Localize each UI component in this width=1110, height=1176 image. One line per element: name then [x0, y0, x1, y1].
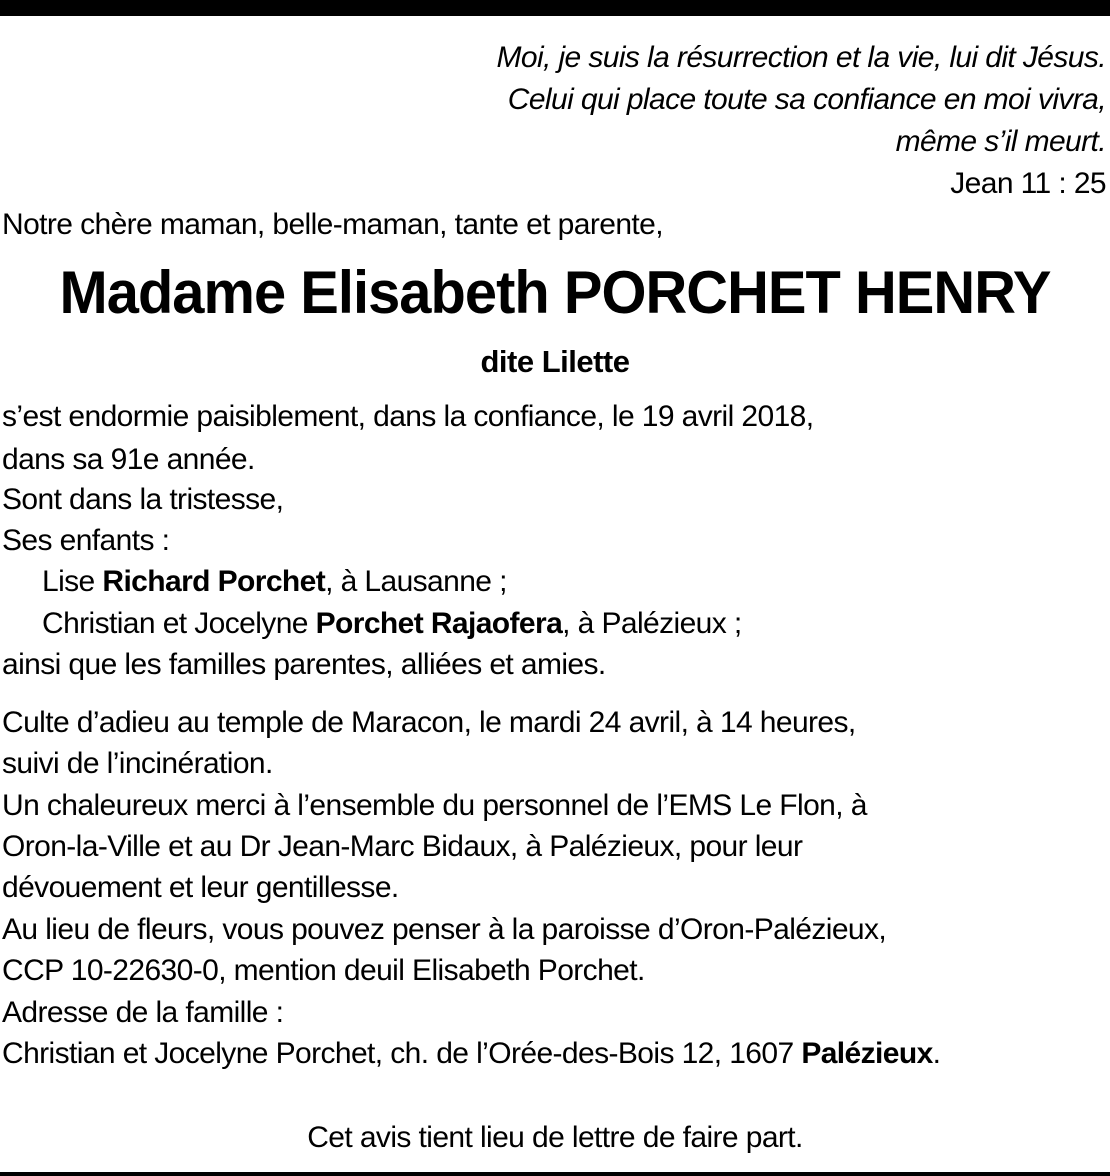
child-surname: Richard Porchet: [102, 565, 326, 598]
child-entry-1: [42, 562, 507, 602]
announcement-line-1: s’est endormie paisiblement, dans la confiance, le 19 avril 2018,: [2, 400, 814, 433]
intro-line: Notre chère maman, belle-maman, tante et parente,: [2, 208, 663, 241]
child-surname: Porchet Rajaofera: [315, 607, 563, 640]
details-line-1: Culte d’adieu au temple de Maracon, le mardi 24 avril, à 14 heures,: [2, 706, 856, 739]
details-line-6: Au lieu de fleurs, vous pouvez penser à la paroisse d’Oron-Palézieux,: [2, 913, 887, 946]
details-line-2: suivi de l’incinération.: [2, 747, 273, 780]
deceased-name: Madame Elisabeth PORCHET HENRY: [59, 259, 1051, 326]
details-line-8: Adresse de la famille :: [2, 996, 284, 1029]
announcement-line-3: Sont dans la tristesse,: [2, 483, 284, 516]
epigraph-reference: Jean 11 : 25: [950, 167, 1106, 200]
details-line-5: dévouement et leur gentillesse.: [2, 871, 399, 904]
family-address: [2, 1034, 940, 1074]
details-line-7: CCP 10-22630-0, mention deuil Elisabeth Porchet.: [2, 954, 645, 987]
address-prefix: Christian et Jocelyne Porchet, ch. de l’Orée-des-Bois 12, 1607: [2, 1037, 802, 1070]
epigraph-line-1: Moi, je suis la résurrection et la vie, lui dit Jésus.: [496, 41, 1106, 74]
details-line-4: Oron-la-Ville et au Dr Jean-Marc Bidaux, à Palézieux, pour leur: [2, 830, 803, 863]
announcement-line-4: Ses enfants :: [2, 524, 170, 557]
child-first-name: Lise: [42, 565, 103, 598]
epigraph-line-3: même s’il meurt.: [895, 125, 1106, 158]
deceased-nickname: dite Lilette: [480, 344, 630, 379]
family-line: ainsi que les familles parentes, alliées et amies.: [2, 648, 606, 681]
address-town: Palézieux: [801, 1037, 933, 1070]
child-first-name: Christian et Jocelyne: [42, 607, 316, 640]
child-entry-2: [42, 604, 742, 644]
details-line-3: Un chaleureux merci à l’ensemble du personnel de l’EMS Le Flon, à: [2, 789, 867, 822]
address-suffix: .: [932, 1037, 941, 1070]
child-place: , à Palézieux ;: [562, 607, 742, 640]
top-rule: [0, 0, 1110, 16]
epigraph-line-2: Celui qui place toute sa confiance en moi vivra,: [507, 83, 1106, 116]
closing-note: Cet avis tient lieu de lettre de faire part.: [307, 1121, 803, 1154]
announcement-line-2: dans sa 91e année.: [2, 443, 255, 476]
bottom-rule: [0, 1172, 1110, 1176]
child-place: , à Lausanne ;: [325, 565, 507, 598]
